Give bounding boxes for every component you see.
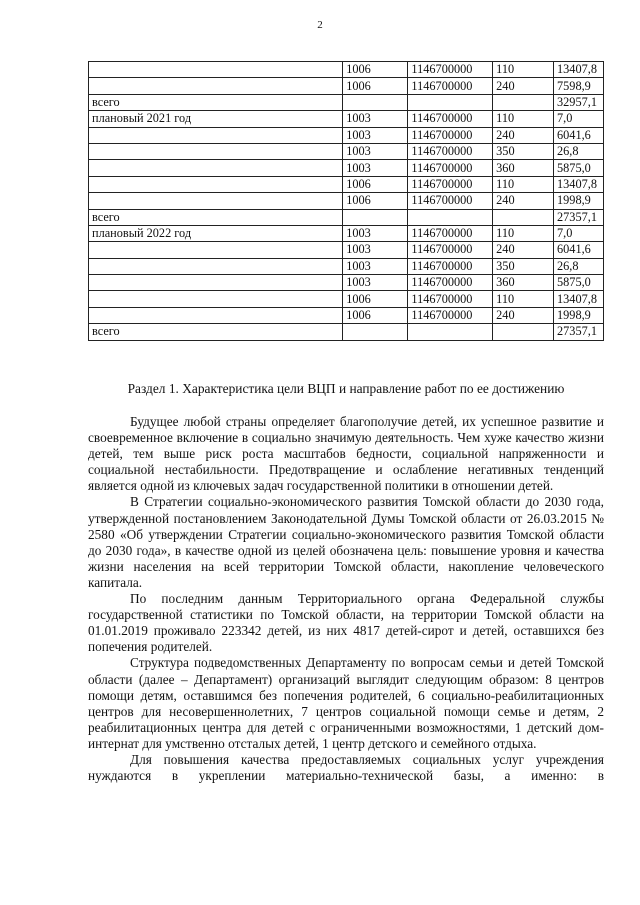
section-code-cell: 1006 (343, 193, 408, 209)
expense-type-cell (493, 94, 554, 110)
amount-cell: 7,0 (554, 111, 604, 127)
table-row (89, 291, 604, 307)
row-label-cell: всего (89, 209, 343, 225)
target-article-cell (408, 209, 493, 225)
expense-type-cell: 350 (493, 143, 554, 159)
section-code-cell: 1003 (343, 275, 408, 291)
row-label-cell (89, 62, 343, 78)
expense-type-cell: 110 (493, 225, 554, 241)
amount-cell: 26,8 (554, 258, 604, 274)
amount-cell: 5875,0 (554, 275, 604, 291)
section-code-cell: 1003 (343, 225, 408, 241)
table-row (89, 324, 604, 340)
target-article-cell: 1146700000 (408, 160, 493, 176)
row-label-cell (89, 307, 343, 323)
table-row (89, 111, 604, 127)
amount-cell: 26,8 (554, 143, 604, 159)
table-row (89, 193, 604, 209)
table-row (89, 94, 604, 110)
expense-type-cell: 110 (493, 176, 554, 192)
section-code-cell (343, 209, 408, 225)
row-label-cell: плановый 2021 год (89, 111, 343, 127)
paragraph: Для повышения качества предоставляемых социальных услуг учреждения нуждаются в укреплении материально-технической базы, а именно: в (88, 751, 604, 784)
amount-cell: 7598,9 (554, 78, 604, 94)
table-row (89, 160, 604, 176)
amount-cell: 13407,8 (554, 291, 604, 307)
amount-cell: 32957,1 (554, 94, 604, 110)
table-row (89, 307, 604, 323)
expense-type-cell (493, 324, 554, 340)
row-label-cell: плановый 2022 год (89, 225, 343, 241)
amount-cell: 13407,8 (554, 62, 604, 78)
row-label-cell (89, 143, 343, 159)
table-row (89, 78, 604, 94)
target-article-cell: 1146700000 (408, 111, 493, 127)
target-article-cell (408, 94, 493, 110)
expense-type-cell: 240 (493, 307, 554, 323)
amount-cell: 7,0 (554, 225, 604, 241)
target-article-cell: 1146700000 (408, 176, 493, 192)
section-code-cell: 1006 (343, 291, 408, 307)
paragraph: В Стратегии социально-экономического развития Томской области до 2030 года, утвержденной постановлением Законодательной Думы Томской области от 26.03.2015 № 2580 «Об утверждении Стратегии социально-экономического развития Томской области до 2030 года», в качестве одной из целей обозначена цель: повышение уровня и качества жизни населения на всей территории Томской области, накопление человеческого капитала. (88, 494, 604, 590)
paragraph: По последним данным Территориального органа Федеральной службы государственной статистики по Томской области, на территории Томской области на 01.01.2019 проживало 223342 детей, из них 4817 детей-сирот и детей, оставшихся без попечения родителей. (88, 591, 604, 655)
row-label-cell (89, 242, 343, 258)
section-code-cell: 1003 (343, 143, 408, 159)
expense-type-cell: 110 (493, 62, 554, 78)
row-label-cell: всего (89, 324, 343, 340)
page-number: 2 (317, 19, 323, 31)
table-row (89, 143, 604, 159)
target-article-cell: 1146700000 (408, 143, 493, 159)
amount-cell: 27357,1 (554, 324, 604, 340)
target-article-cell: 1146700000 (408, 127, 493, 143)
amount-cell: 13407,8 (554, 176, 604, 192)
target-article-cell: 1146700000 (408, 193, 493, 209)
row-label-cell: всего (89, 94, 343, 110)
target-article-cell: 1146700000 (408, 242, 493, 258)
amount-cell: 5875,0 (554, 160, 604, 176)
amount-cell: 1998,9 (554, 193, 604, 209)
row-label-cell (89, 160, 343, 176)
table-row (89, 176, 604, 192)
expense-type-cell: 360 (493, 275, 554, 291)
target-article-cell: 1146700000 (408, 291, 493, 307)
expense-type-cell: 360 (493, 160, 554, 176)
section-code-cell: 1003 (343, 127, 408, 143)
amount-cell: 6041,6 (554, 242, 604, 258)
target-article-cell (408, 324, 493, 340)
section-code-cell: 1006 (343, 62, 408, 78)
paragraph: Будущее любой страны определяет благополучие детей, их успешное развитие и своевременное включение в социально значимую деятельность. Чем хуже качество жизни детей, тем выше риск роста масштабов бедности, социальной напряженности и социальной нестабильности. Предотвращение и ослабление негативных тенденций является одной из ключевых задач государственной политики в отношении детей. (88, 414, 604, 494)
paragraph: Структура подведомственных Департаменту по вопросам семьи и детей Томской области (далее – Департамент) организаций выглядит следующим образом: 8 центров помощи детям, оставшимся без попечения родителей, 6 социально-реабилитационных центров для несовершеннолетних, 7 центров социальной помощи семье и детям, 2 реабилитационных центра для детей с ограниченными возможностями, 1 детский дом-интернат для умственно отсталых детей, 1 центр детского и семейного отдыха. (88, 655, 604, 751)
table-row (89, 258, 604, 274)
target-article-cell: 1146700000 (408, 307, 493, 323)
target-article-cell: 1146700000 (408, 225, 493, 241)
expense-type-cell: 350 (493, 258, 554, 274)
budget-table-body (89, 62, 604, 341)
row-label-cell (89, 291, 343, 307)
body-text (88, 414, 604, 784)
section-code-cell: 1006 (343, 307, 408, 323)
row-label-cell (89, 176, 343, 192)
table-row (89, 242, 604, 258)
expense-type-cell: 110 (493, 291, 554, 307)
target-article-cell: 1146700000 (408, 78, 493, 94)
section-code-cell: 1006 (343, 78, 408, 94)
row-label-cell (89, 275, 343, 291)
section-code-cell (343, 324, 408, 340)
table-row (89, 209, 604, 225)
amount-cell: 27357,1 (554, 209, 604, 225)
table-row (89, 275, 604, 291)
section-code-cell: 1003 (343, 258, 408, 274)
expense-type-cell (493, 209, 554, 225)
row-label-cell (89, 193, 343, 209)
expense-type-cell: 240 (493, 193, 554, 209)
expense-type-cell: 240 (493, 127, 554, 143)
row-label-cell (89, 78, 343, 94)
section-heading: Раздел 1. Характеристика цели ВЦП и направление работ по ее достижению (127, 381, 565, 396)
target-article-cell: 1146700000 (408, 275, 493, 291)
section-code-cell: 1003 (343, 160, 408, 176)
budget-table (88, 61, 604, 341)
amount-cell: 6041,6 (554, 127, 604, 143)
section-code-cell: 1003 (343, 242, 408, 258)
section-code-cell (343, 94, 408, 110)
target-article-cell: 1146700000 (408, 258, 493, 274)
table-row (89, 225, 604, 241)
expense-type-cell: 110 (493, 111, 554, 127)
target-article-cell: 1146700000 (408, 62, 493, 78)
table-row (89, 127, 604, 143)
section-code-cell: 1006 (343, 176, 408, 192)
row-label-cell (89, 127, 343, 143)
amount-cell: 1998,9 (554, 307, 604, 323)
table-row (89, 62, 604, 78)
section-code-cell: 1003 (343, 111, 408, 127)
expense-type-cell: 240 (493, 78, 554, 94)
row-label-cell (89, 258, 343, 274)
expense-type-cell: 240 (493, 242, 554, 258)
